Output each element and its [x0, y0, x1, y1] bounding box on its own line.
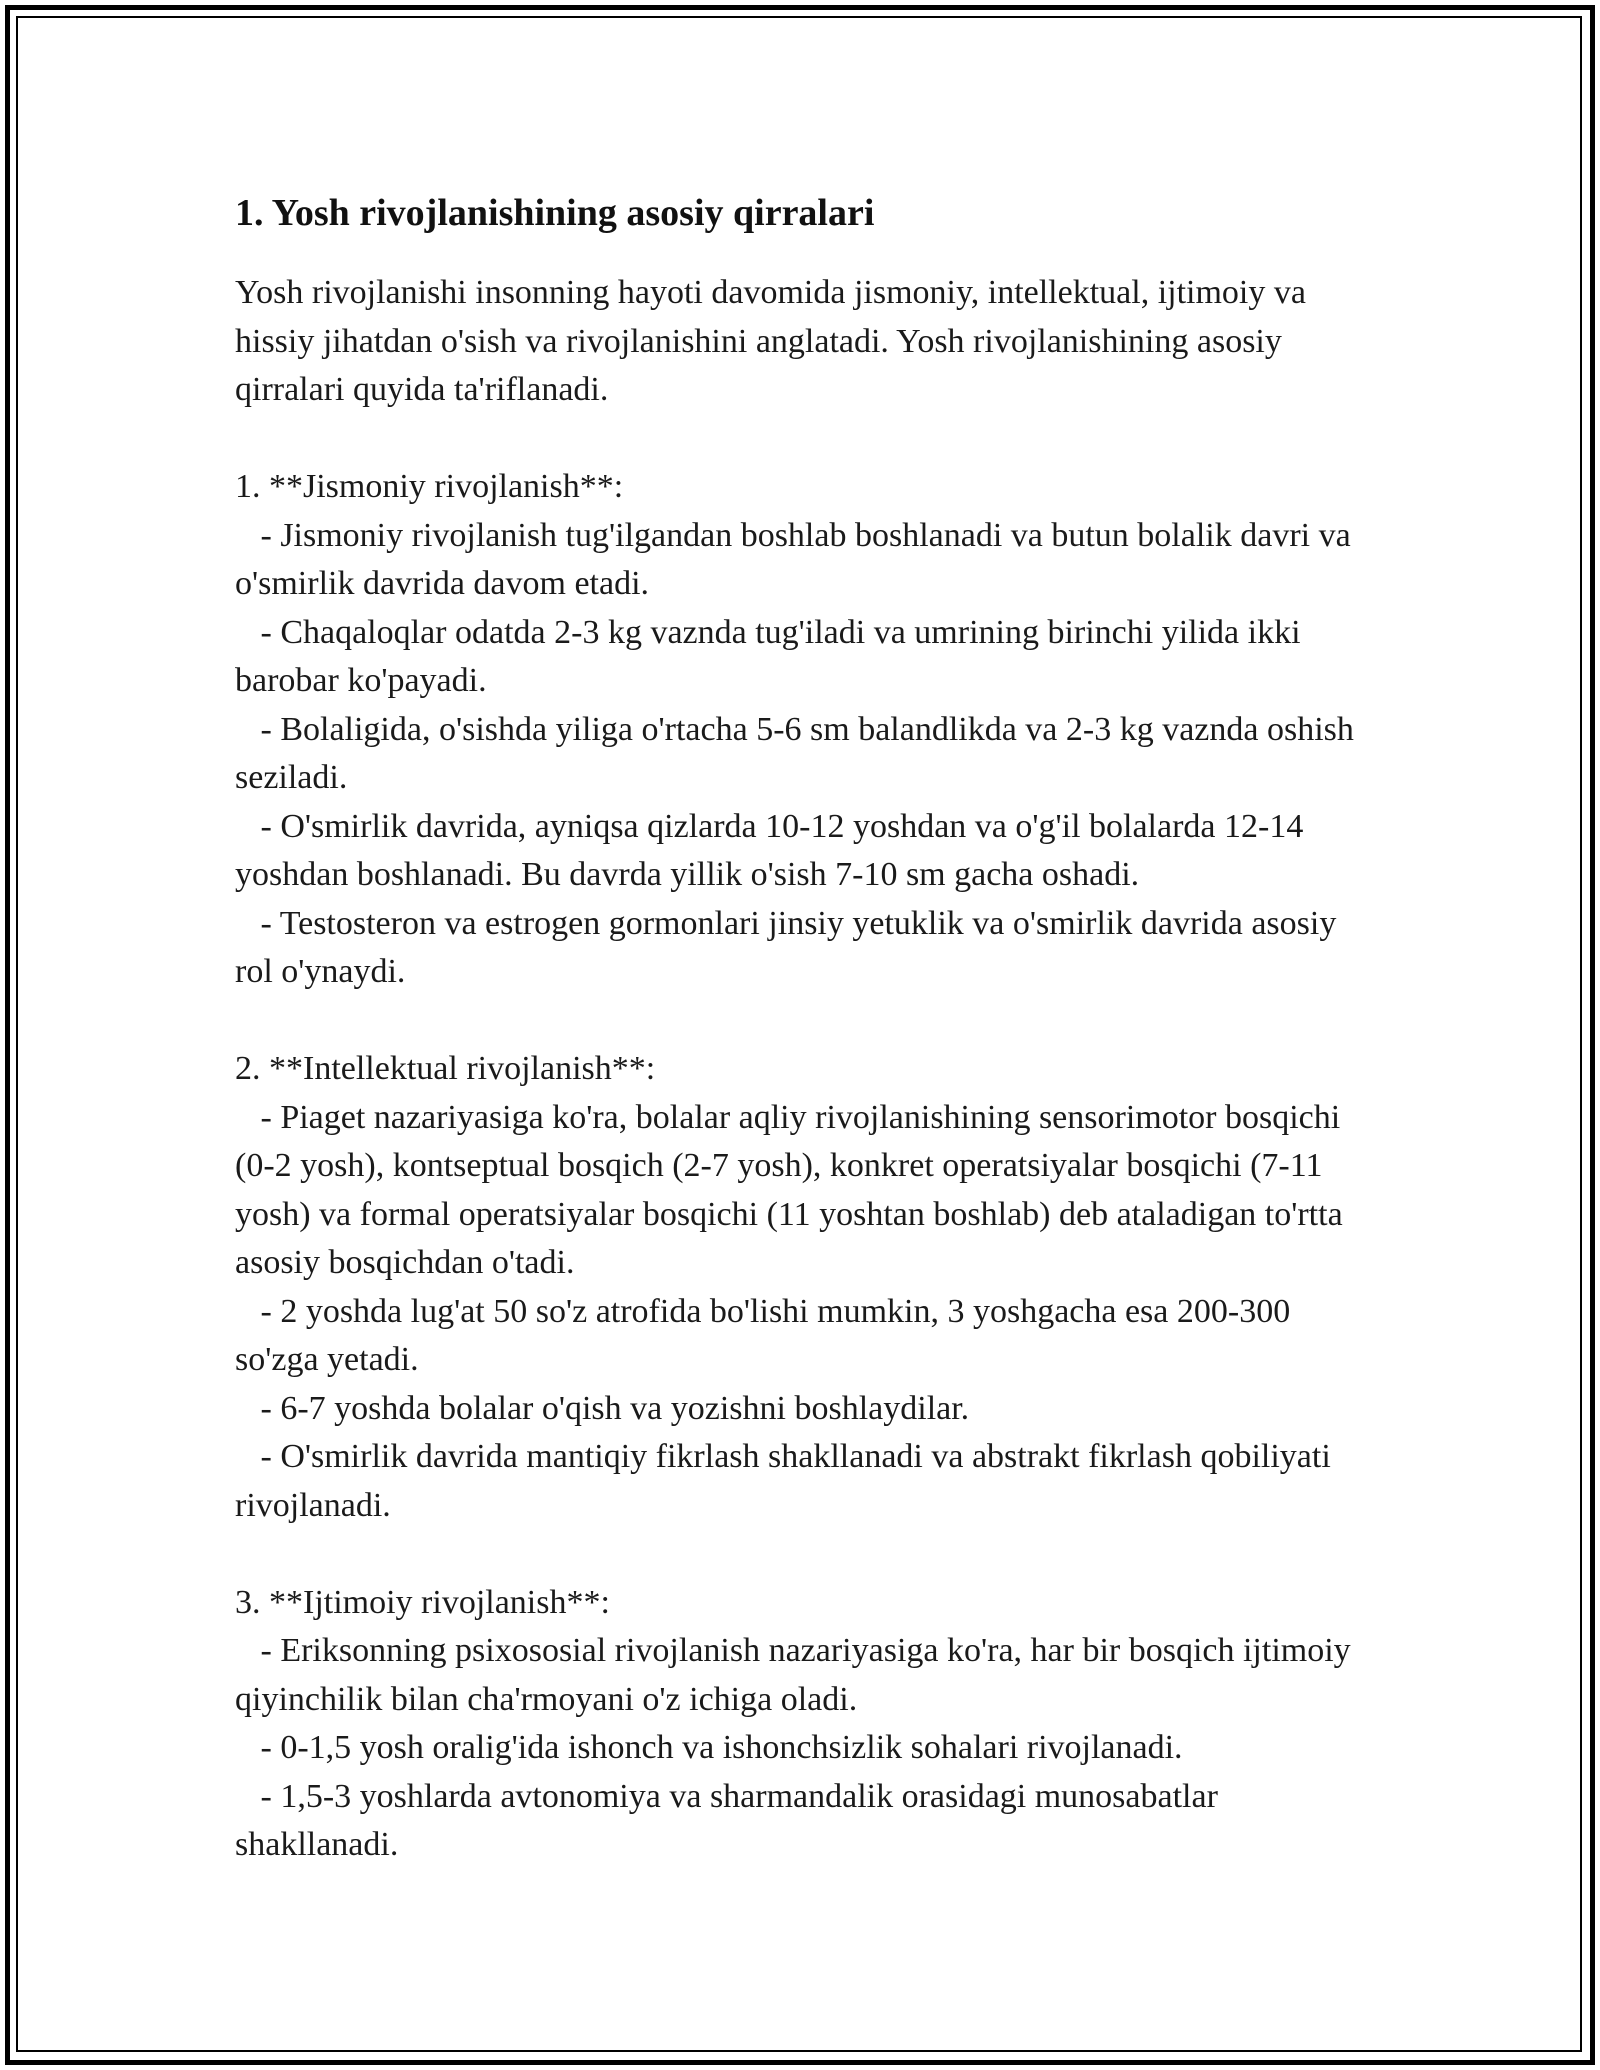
section-heading: 3. **Ijtimoiy rivojlanish**: — [235, 1583, 610, 1621]
section-social-development — [235, 1579, 1365, 1870]
list-item: - Bolaligida, o'sishda yiliga o'rtacha 5-6 sm balandlikda va 2-3 kg vaznda oshish seziladi. — [235, 710, 1363, 796]
list-item: - O'smirlik davrida mantiqiy fikrlash shakllanadi va abstrakt fikrlash qobiliyati rivojlanadi. — [235, 1438, 1340, 1524]
section-physical-development — [235, 463, 1365, 997]
list-item: - Eriksonning psixososial rivojlanish nazariyasiga ko'ra, har bir bosqich ijtimoiy qiyinchilik bilan cha'rmoyani o'z ichiga oladi. — [235, 1632, 1360, 1718]
document-body — [235, 185, 1365, 1870]
list-item: - Piaget nazariyasiga ko'ra, bolalar aqliy rivojlanishining sensorimotor bosqichi (0-2 yosh), kontseptual bosqich (2-7 yosh), konkret operatsiyalar bosqichi (7-11 yosh) va formal operatsiyalar bosqichi (11 yoshtan boshlab) deb ataladigan to'rtta asosiy bosqichdan o'tadi. — [235, 1098, 1352, 1281]
list-item: - 2 yoshda lug'at 50 so'z atrofida bo'lishi mumkin, 3 yoshgacha esa 200-300 so'zga yetadi. — [235, 1292, 1299, 1378]
section-heading: 1. **Jismoniy rivojlanish**: — [235, 468, 624, 505]
blank-line — [235, 1530, 1365, 1579]
list-item: - Testosteron va estrogen gormonlari jinsiy yetuklik va o'smirlik davrida asosiy rol o'ynaydi. — [235, 904, 1345, 990]
section-intellectual-development — [235, 1045, 1365, 1530]
list-item: - O'smirlik davrida, ayniqsa qizlarda 10-12 yoshdan va o'g'il bolalarda 12-14 yoshdan boshlanadi. Bu davrda yillik o'sish 7-10 sm gacha oshadi. — [235, 807, 1312, 893]
intro-paragraph: Yosh rivojlanishi insonning hayoti davomida jismoniy, intellektual, ijtimoiy va hissiy jihatdan o'sish va rivojlanishini anglatadi. Yosh rivojlanishining asosiy qirralari quyida ta'riflanadi. — [235, 274, 1315, 408]
list-item: - Chaqaloqlar odatda 2-3 kg vaznda tug'iladi va umrining birinchi yilida ikki barobar ko'payadi. — [235, 613, 1310, 699]
list-item: - Jismoniy rivojlanish tug'ilgandan boshlab boshlanadi va butun bolalik davri va o'smirlik davrida davom etadi. — [235, 516, 1360, 602]
blank-line — [235, 415, 1365, 464]
document-title: 1. Yosh rivojlanishining asosiy qirralari — [235, 192, 875, 234]
list-item: - 6-7 yoshda bolalar o'qish va yozishni boshlaydilar. — [235, 1389, 970, 1427]
section-heading: 2. **Intellektual rivojlanish**: — [235, 1050, 656, 1087]
blank-line — [235, 997, 1365, 1046]
list-item: - 0-1,5 yosh oralig'ida ishonch va ishonchsizlik sohalari rivojlanadi. — [235, 1729, 1183, 1766]
list-item: - 1,5-3 yoshlarda avtonomiya va sharmandalik orasidagi munosabatlar shakllanadi. — [235, 1777, 1227, 1863]
